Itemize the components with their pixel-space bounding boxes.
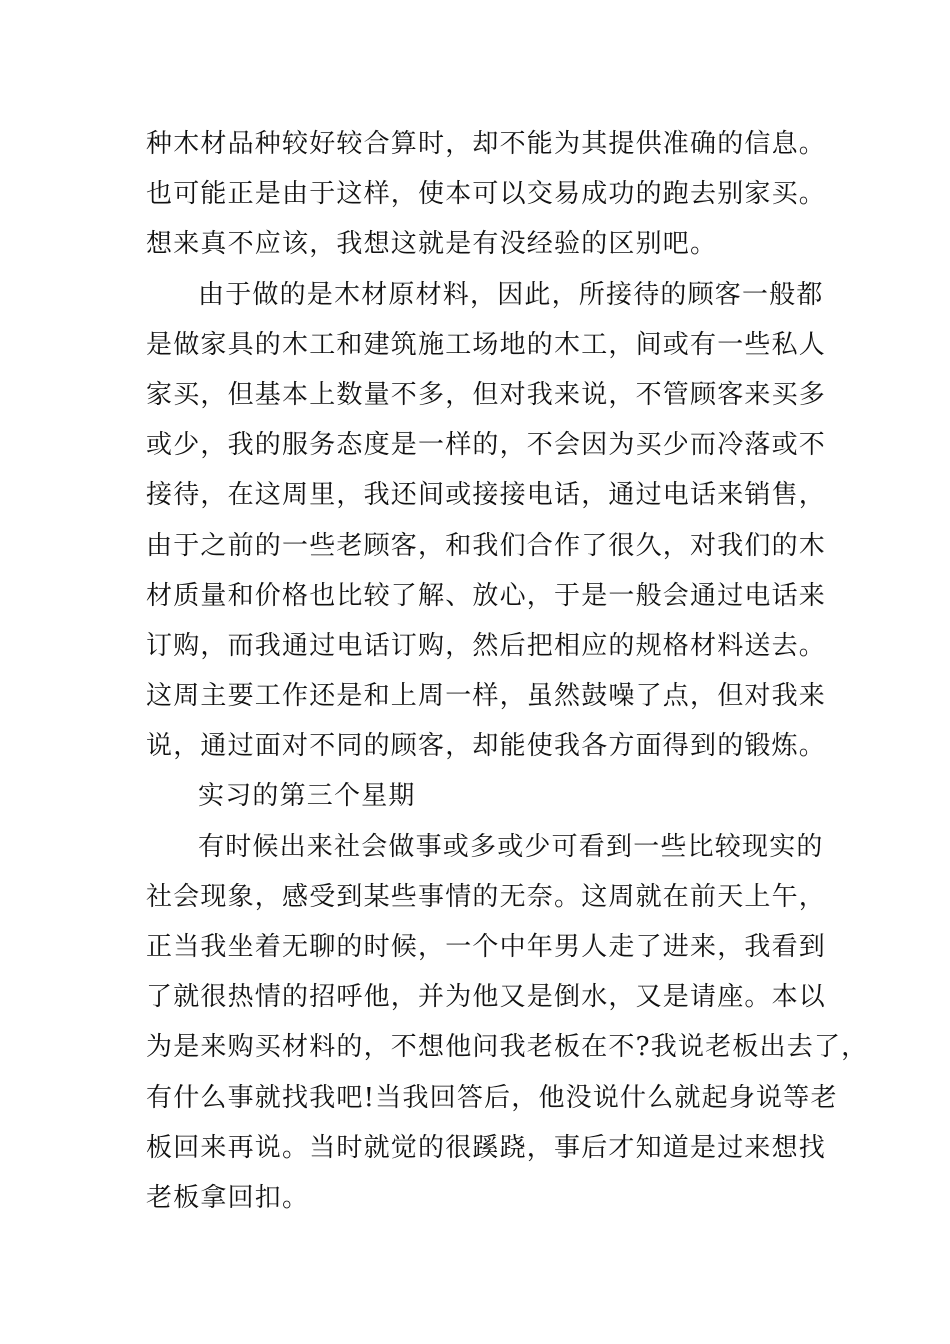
text-line: 正当我坐着无聊的时候，一个中年男人走了进来，我看到	[146, 932, 827, 962]
text-line: 老板拿回扣。	[146, 1182, 310, 1213]
text-line: 也可能正是由于这样，使本可以交易成功的跑去别家买。	[146, 179, 827, 210]
text-line: 或少，我的服务态度是一样的，不会因为买少而冷落或不	[146, 430, 827, 461]
text-line: 由于之前的一些老顾客，和我们合作了很久，对我们的木	[146, 530, 827, 561]
paragraph-start-line: 有时候出来社会做事或多或少可看到一些比较现实的	[198, 831, 824, 862]
text-line: 是做家具的木工和建筑施工场地的木工，间或有一些私人	[146, 329, 827, 360]
text-line: 材质量和价格也比较了解、放心，于是一般会通过电话来	[146, 580, 827, 611]
text-line: 想来真不应该，我想这就是有没经验的区别吧。	[146, 229, 718, 260]
text-line: 这周主要工作还是和上周一样，虽然鼓噪了点，但对我来	[146, 681, 827, 712]
text-line: 订购，而我通过电话订购，然后把相应的规格材料送去。	[146, 630, 827, 661]
text-line: 板回来再说。当时就觉的很蹊跷，事后才知道是过来想找	[146, 1132, 827, 1163]
text-line: 了就很热情的招呼他，并为他又是倒水，又是请座。本以	[146, 982, 827, 1013]
text-line: 接待，在这周里，我还间或接接电话，通过电话来销售，	[146, 480, 827, 511]
text-line: 说，通过面对不同的顾客，却能使我各方面得到的锻炼。	[146, 731, 827, 762]
text-line: 有什么事就找我吧!当我回答后，他没说什么就起身说等老	[146, 1082, 838, 1113]
text-line: 家买，但基本上数量不多，但对我来说，不管顾客来买多	[146, 379, 827, 410]
section-heading: 实习的第三个星期	[198, 781, 416, 812]
text-line: 种木材品种较好较合算时，却不能为其提供准确的信息。	[146, 129, 827, 159]
paragraph-start-line: 由于做的是木材原材料，因此，所接待的顾客一般都	[198, 279, 824, 310]
body-text	[146, 126, 869, 1230]
text-line: 为是来购买材料的，不想他问我老板在不?我说老板出去了，	[146, 1032, 869, 1063]
text-line: 社会现象，感受到某些事情的无奈。这周就在前天上午，	[146, 881, 827, 912]
